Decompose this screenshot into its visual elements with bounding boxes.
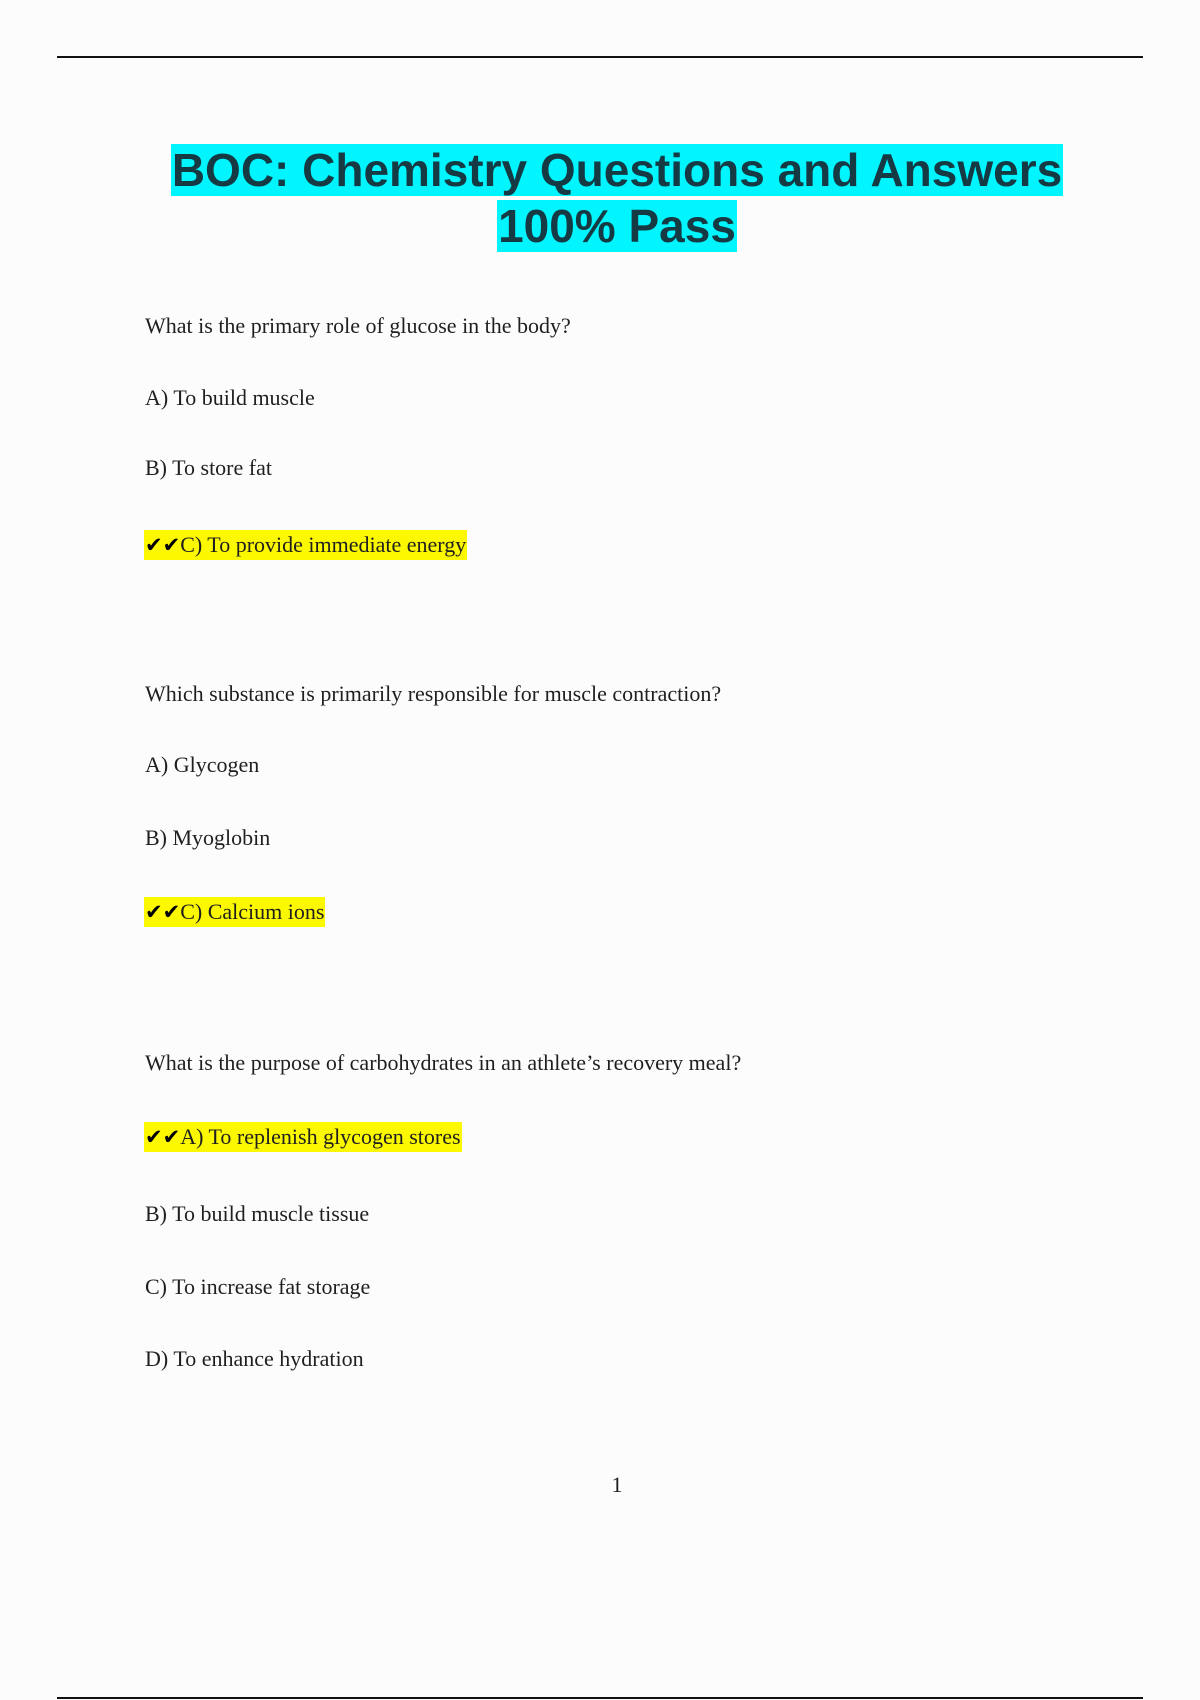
question-3-option-c: C) To increase fat storage xyxy=(145,1274,371,1299)
question-1-text: What is the primary role of glucose in the body? xyxy=(145,313,571,338)
question-3-option-a: A) To replenish glycogen stores xyxy=(180,1124,461,1149)
double-check-icon: ✔✔ xyxy=(145,533,181,557)
question-3-option-d: D) To enhance hydration xyxy=(145,1346,364,1371)
question-2-text: Which substance is primarily responsible for muscle contraction? xyxy=(145,681,722,706)
question-1-option-a: A) To build muscle xyxy=(145,385,315,410)
question-2-correct-option xyxy=(144,897,325,927)
question-3-text: What is the purpose of carbohydrates in an athlete’s recovery meal? xyxy=(145,1050,742,1075)
double-check-icon: ✔✔ xyxy=(145,1125,181,1149)
title-line-2: 100% Pass xyxy=(498,200,736,252)
question-3-option-b: B) To build muscle tissue xyxy=(145,1201,370,1226)
question-2-option-c: C) Calcium ions xyxy=(180,899,325,924)
top-rule xyxy=(57,56,1143,58)
question-1-option-b: B) To store fat xyxy=(145,455,272,480)
page-number: 1 xyxy=(611,1472,623,1497)
question-1-correct-option xyxy=(144,530,467,560)
bottom-rule xyxy=(57,1697,1143,1699)
double-check-icon: ✔✔ xyxy=(145,900,181,924)
question-3-correct-option xyxy=(144,1122,462,1152)
document-title xyxy=(0,142,1200,254)
title-line-1: BOC: Chemistry Questions and Answers xyxy=(171,144,1063,196)
question-2-option-b: B) Myoglobin xyxy=(145,825,271,850)
question-1-option-c: C) To provide immediate energy xyxy=(180,532,467,557)
question-2-option-a: A) Glycogen xyxy=(145,752,260,777)
